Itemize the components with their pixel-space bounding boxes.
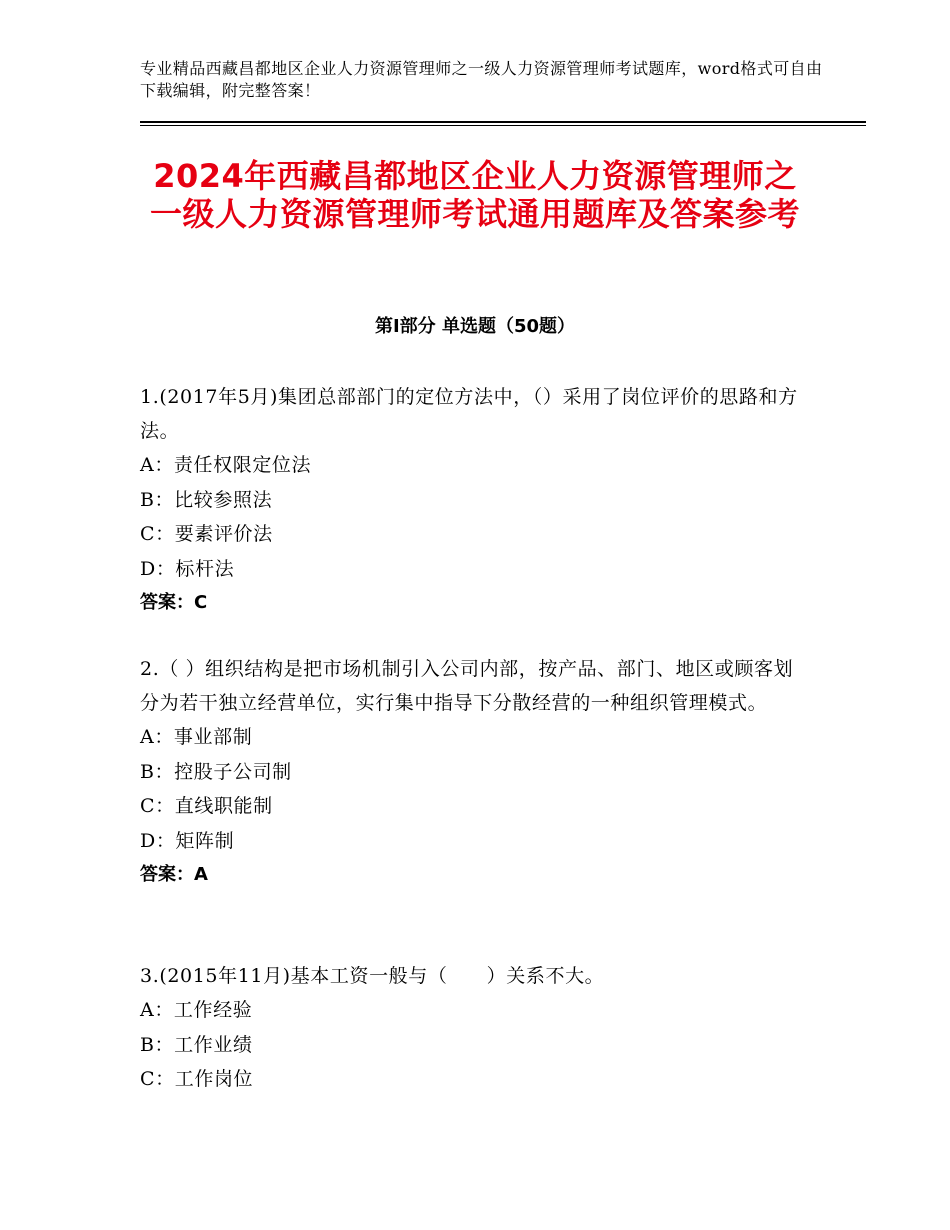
- option-d: D：标杆法: [140, 557, 235, 580]
- option-b: B：工作业绩: [140, 1033, 253, 1056]
- header-note: 专业精品西藏昌都地区企业人力资源管理师之一级人力资源管理师考试题库，word格式可自由下载编辑，附完整答案！: [140, 59, 823, 100]
- option-b: B：比较参照法: [140, 488, 273, 511]
- question-stem: 1.(2017年5月)集团总部部门的定位方法中，（）采用了岗位评价的思路和方法。: [140, 386, 798, 442]
- option-c: C：工作岗位: [140, 1068, 254, 1090]
- option-a: A：事业部制: [140, 726, 253, 748]
- answer: 答案：C: [140, 592, 208, 613]
- question-3: [140, 959, 810, 1097]
- section-heading: 第Ⅰ部分 单选题（50题）: [374, 316, 575, 337]
- question-stem: 2.（ ）组织结构是把市场机制引入公司内部，按产品、部门、地区或顾客划分为若干独立经营单位，实行集中指导下分散经营的一种组织管理模式。: [140, 658, 794, 714]
- option-a: A：工作经验: [140, 999, 253, 1021]
- option-b: B：控股子公司制: [140, 760, 292, 783]
- header-divider-thin: [140, 125, 866, 126]
- option-c: C：直线职能制: [140, 795, 273, 817]
- header-divider-thick: [140, 121, 866, 123]
- option-c: C：要素评价法: [140, 523, 273, 545]
- answer: 答案：A: [140, 864, 208, 885]
- option-d: D：矩阵制: [140, 829, 235, 852]
- option-a: A：责任权限定位法: [140, 454, 312, 476]
- question-stem: 3.(2015年11月)基本工资一般与（ ）关系不大。: [140, 965, 605, 987]
- question-2: [140, 652, 810, 892]
- question-1: [140, 380, 810, 620]
- document-title: 2024年西藏昌都地区企业人力资源管理师之一级人力资源管理师考试通用题库及答案参考: [149, 157, 800, 233]
